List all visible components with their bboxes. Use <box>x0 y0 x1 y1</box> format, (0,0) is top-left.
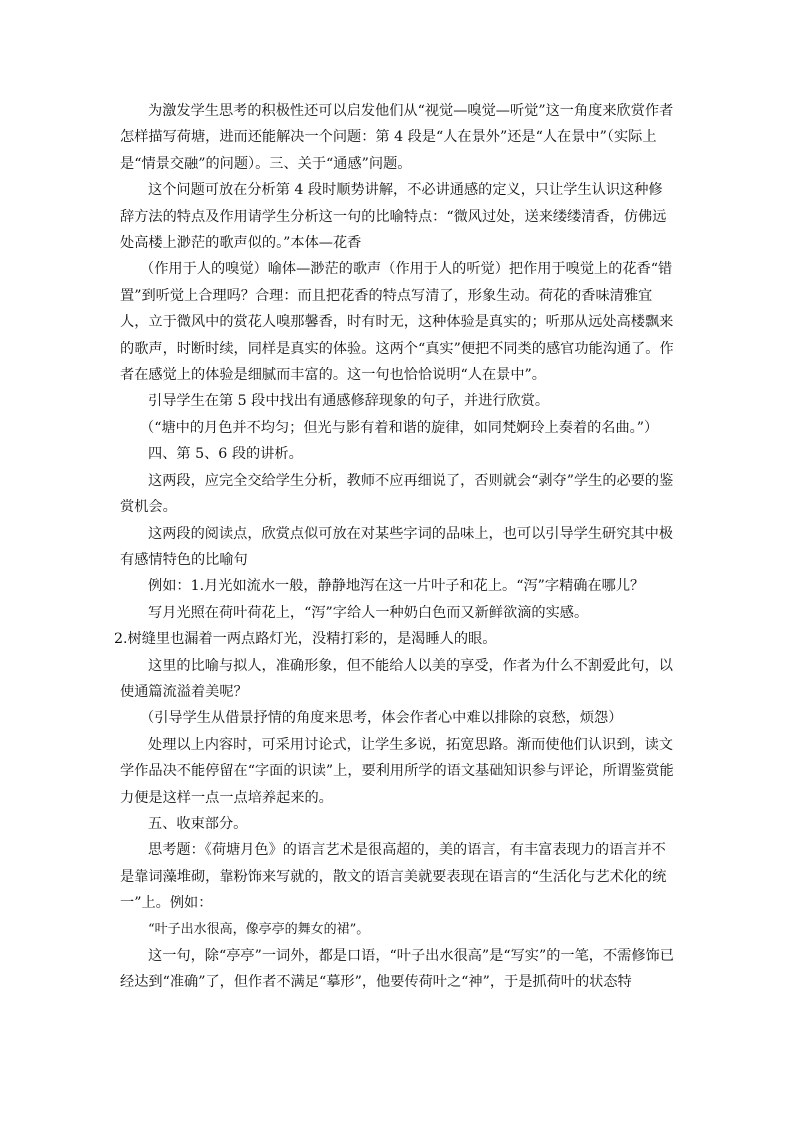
document-body <box>114 98 676 996</box>
paragraph-leaf-quote: “叶子出水很高，像亭亭的舞女的裙”。 <box>148 921 370 937</box>
heading-part-five: 五、收束部分。 <box>148 815 248 832</box>
paragraph-reading-points: 这两段的阅读点，欣赏点似可放在对某些字词的品味上，也可以引导学生研究其中极有感情特色的比喻句 <box>120 525 673 568</box>
paragraph-visual-smell-hearing: 为激发学生思考的积极性还可以启发他们从“视觉—嗅觉—听觉”这一角度来欣赏作者怎样描写荷塘，进而还能解决一个问题：第 4 段是“人在景外”还是“人在景中”（实际上是“情景交融”的问题）。三、关于“通感”问题。 <box>120 103 674 172</box>
paragraph-example-two-guide: （引导学生从借景抒情的角度来思考，体会作者心中难以排除的哀愁，烦怨） <box>140 710 623 727</box>
paragraph-example-two: 2.树缝里也漏着一两点路灯光，没精打彩的，是渴睡人的眼。 <box>114 631 497 648</box>
paragraph-discussion-method: 处理以上内容时，可采用讨论式，让学生多说，拓宽思路。渐而使他们认识到，读文学作品决不能停留在“字面的识读”上，要利用所学的语文基础知识参与评论，所谓鉴赏能力便是这样一点一点培养起来的。 <box>120 736 674 806</box>
paragraph-section5-quote: （“塘中的月色并不均匀；但光与影有着和谐的旋律，如同梵婀玲上奏着的名曲。”） <box>140 419 659 436</box>
paragraph-synesthesia-intro: 这个问题可放在分析第 4 段时顺势讲解，不必讲通感的定义，只让学生认识这种修辞方法的特点及作用请学生分析这一句的比喻特点：“微风过处，送来缕缕清香，仿佛远处高楼上渺茫的歌声似的。”本体—花香 <box>120 182 667 252</box>
paragraph-thinking-question: 思考题：《荷塘月色》的语言艺术是很高超的，美的语言，有丰富表现力的语言并不是靠词藻堆砌，靠粉饰来写就的，散文的语言美就要表现在语言的“生活化与艺术化的统一”上。例如： <box>120 842 667 912</box>
paragraph-section5-guide: 引导学生在第 5 段中找出有通感修辞现象的句子，并进行欣赏。 <box>148 393 550 410</box>
paragraph-leaf-analysis: 这一句，除“亭亭”一词外，都是口语，“叶子出水很高”是“写实”的一笔，不需修饰已经达到“准确”了，但作者不满足“摹形”，他要传荷叶之“神”，于是抓荷叶的状态特 <box>120 948 674 991</box>
heading-part-four: 四、第 5、6 段的讲析。 <box>148 446 303 463</box>
paragraph-part-four-analysis: 这两段，应完全交给学生分析，教师不应再细说了，否则就会“剥夺”学生的必要的鉴赏机会。 <box>120 472 674 516</box>
paragraph-synesthesia-analysis: （作用于人的嗅觉）喻体—渺茫的歌声（作用于人的听觉）把作用于嗅觉上的花香“错置”到听觉上合理吗？合理：而且把花香的特点写清了，形象生动。荷花的香味清雅宜人，立于微风中的赏花人嗅那馨香，时有时无，这种体验是真实的；听那从远处高楼飘来的歌声，时断时续，同样是真实的体验。这两个“真实”便把不同类的感官功能沟通了。作者在感觉上的体验是细腻而丰富的。这一句也恰恰说明“人在景中”。 <box>120 261 674 384</box>
paragraph-example-two-question: 这里的比喻与拟人，准确形象，但不能给人以美的享受，作者为什么不割爱此句，以使通篇流溢着美呢？ <box>120 657 673 700</box>
paragraph-example-one-explain: 写月光照在荷叶荷花上，“泻”字给人一种奶白色而又新鲜欲滴的实感。 <box>148 604 589 621</box>
paragraph-example-one: 例如：1.月光如流水一般，静静地泻在这一片叶子和花上。“泻”字精确在哪儿？ <box>148 578 645 595</box>
